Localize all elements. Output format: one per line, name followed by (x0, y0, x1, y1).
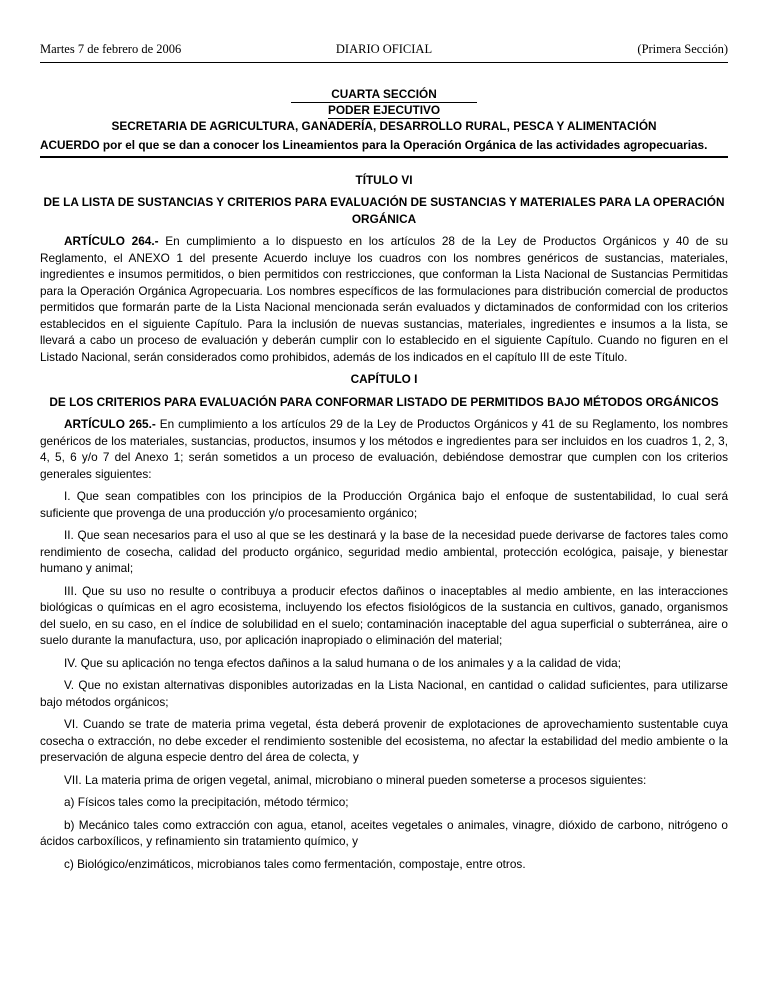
article-265-label: ARTÍCULO 265.- (64, 417, 156, 431)
article-265-text: En cumplimiento a los artículos 29 de la Ley de Productos Orgánicos y 41 de su Reglamento, los nombres genéricos de los materiales, sustancias, productos, insumos y los métodos e ingredientes para ser incluidos en los cuadros 1, 2, 3, 4, 5, 6 y/o 7 del Anexo 1; serán sometidos a un proceso de evaluación, debiéndose demostrar que cumplen con los criterios generales siguientes: (40, 417, 729, 481)
capitulo-number: CAPÍTULO I (350, 372, 418, 386)
article-264-text: En cumplimiento a lo dispuesto en los artículos 28 de la Ley de Productos Orgánicos y 40 de su Reglamento, el ANEXO 1 del presente Acuerdo incluye los cuadros con los nombres genéricos de sustancias, materiales, ingredientes e insumos permitidos, o bien permitidos con restricciones, que conforman la Lista Nacional de Sustancias Permitidas para la Operación Orgánica Agropecuaria. Los nombres específicos de las formulaciones para distribución comercial de productos permitidos que formarán parte de la Lista Nacional mencionada serán evaluados y dictaminados de conformidad con los criterios establecidos en el siguiente Capítulo. Para la inclusión de nuevas sustancias, materiales, ingredientes e insumos a la lista, se llevará a cabo un proceso de evaluación y deberán cumplir con lo establecido en el siguiente Capítulo. Cuando no figuren en el Listado Nacional, serán considerados como prohibidos, además de los indicados en el capítulo III de este Título. (40, 234, 729, 364)
criterion-ii: II. Que sean necesarios para el uso al que se les destinará y la base de la necesidad puede derivarse de factores tales como rendimiento de cosecha, calidad del producto orgánico, seguridad medio ambiental, protección ecológica, paisaje, y bienestar humano y animal; (40, 528, 728, 575)
process-c: c) Biológico/enzimáticos, microbianos tales como fermentación, compostaje, entre otros. (64, 856, 526, 871)
criterion-iv: IV. Que su aplicación no tenga efectos dañinos a la salud humana o de los animales y a la calidad de vida; (64, 655, 622, 670)
article-264-label: ARTÍCULO 264.- (64, 234, 159, 248)
process-a: a) Físicos tales como la precipitación, método térmico; (64, 795, 349, 809)
section-title: CUARTA SECCIÓN (291, 87, 477, 103)
header-section: (Primera Sección) (637, 42, 728, 56)
header-publication: DIARIO OFICIAL (335, 42, 433, 56)
ministry-title: SECRETARIA DE AGRICULTURA, GANADERÍA, DESARROLLO RURAL, PESCA Y ALIMENTACIÓN (111, 119, 657, 133)
process-b: b) Mecánico tales como extracción con agua, etanol, aceites vegetales o animales, vinagre, dióxido de carbono, nitrógeno o ácidos carboxílicos, y refinamiento sin tratamiento químico, y (40, 817, 728, 848)
criterion-iii: III. Que su uso no resulte o contribuya a producir efectos dañinos o inaceptables al medio ambiente, en las interacciones biológicas o químicas en el agro ecosistema, incluyendo los efectos fisiológicos de la sustancia en cultivos, ganado, organismos del suelo, en su caso, en el índice de solubilidad en el suelo; contaminación inaceptable del agua superficial o subterránea, aire o suelo durante la manufactura, uso, por aplicación inapropiado o eliminación del material; (40, 583, 728, 647)
running-header (40, 42, 728, 58)
document-body (40, 137, 728, 878)
article-264 (40, 233, 728, 365)
criterion-vii: VII. La materia prima de origen vegetal, animal, microbiano o mineral pueden someterse a procesos siguientes: (64, 772, 647, 787)
capitulo-name: DE LOS CRITERIOS PARA EVALUACIÓN PARA CONFORMAR LISTADO DE PERMITIDOS BAJO MÉTODOS ORGÁNICOS (49, 394, 719, 409)
article-265 (40, 416, 728, 482)
section-block (40, 87, 728, 134)
acuerdo-title: ACUERDO por el que se dan a conocer los Lineamientos para la Operación Orgánica de las actividades agropecuarias. (40, 137, 728, 158)
titulo-name: DE LA LISTA DE SUSTANCIAS Y CRITERIOS PARA EVALUACIÓN DE SUSTANCIAS Y MATERIALES PARA LA OPERACIÓN ORGÁNICA (43, 195, 725, 226)
header-divider (40, 62, 728, 63)
criterion-v: V. Que no existan alternativas disponibles autorizadas en la Lista Nacional, en cantidad o calidad suficientes, para utilizarse bajo métodos orgánicos; (40, 678, 728, 709)
criterion-vi: VI. Cuando se trate de materia prima vegetal, ésta deberá provenir de explotaciones de aprovechamiento sustentable cuya cosecha o extracción, no debe exceder el rendimiento sostenible del ecosistema, no afectar la estabilidad del medio ambiente o la preservación de alguna especie dentro del área de colecta, y (40, 717, 728, 764)
header-date: Martes 7 de febrero de 2006 (40, 42, 182, 56)
criterion-i: I. Que sean compatibles con los principios de la Producción Orgánica bajo el enfoque de sustentabilidad, lo cual será suficiente que provenga de una producción y/o procesamiento orgánico; (40, 489, 728, 520)
titulo-number: TÍTULO VI (355, 172, 413, 187)
branch-title: PODER EJECUTIVO (327, 103, 441, 117)
